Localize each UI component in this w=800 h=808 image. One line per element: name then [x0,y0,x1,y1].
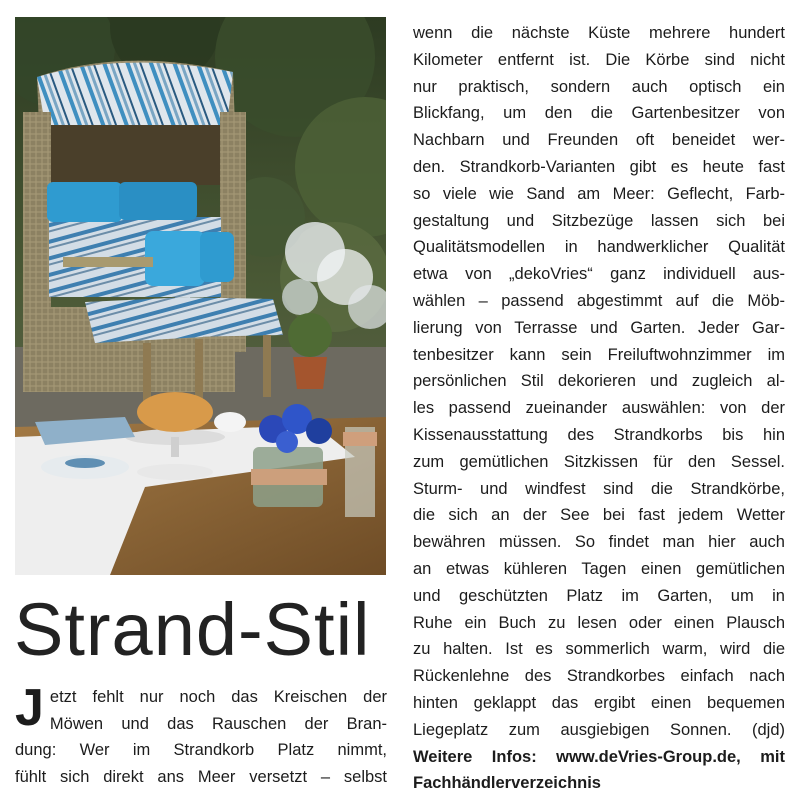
text-line: hinten geklappt das ergibt einen bequemen [413,693,785,712]
text-line: Kissenausstattung des Strandkorbs bis hin [413,425,785,444]
text-line: Sturm- und windfest sind die Strandkörbe, [413,479,785,498]
text-line: les passend zueinander auswählen: von der [413,399,785,418]
headline: Strand-Stil [14,588,371,671]
text-line: den. Strandkorb-Varianten gibt es heute fast [413,157,785,176]
text-line: etwa von „dekoVries“ ganz individuell aus- [413,265,785,284]
text-line: wenn die nächste Küste mehrere hundert [413,24,785,42]
text-line: Ruhe ein Buch zu lesen oder einen Plausch [413,613,785,632]
drop-cap: J [15,679,44,737]
article-photo [15,17,386,575]
text-line: die sich an der See bei fast jedem Wetter [413,506,785,525]
text-line: Nachbarn und Freunden oft beneidet wer- [413,131,785,150]
text-line: tenbesitzer kann sein Freiluftwohnzimmer im [413,345,785,364]
text-line: an etwas kühleren Tagen einen gemütlichen [413,559,785,578]
text-line: nur praktisch, sondern auch optisch ein [413,77,785,96]
lead-paragraph [15,679,387,790]
text-line: bewähren müssen. So findet man hier auch [413,533,785,552]
text-line: persönlichen Stil dekorieren und zugleich al- [413,372,785,391]
body-column [413,20,785,797]
text-line: Liegeplatz zum ausgiebigen Sonnen. (djd) [413,720,785,739]
info-line: Fachhändlerverzeichnis [413,774,601,793]
text-line: dung: Wer im Strandkorb Platz nimmt, [15,741,387,759]
text-line: Rückenlehne des Strandkorbes einfach nach [413,667,785,686]
text-line: Blickfang, um den die Gartenbesitzer von [413,104,785,123]
text-line: und geschützten Platz im Garten, um in [413,586,785,605]
info-line: Weitere Infos: www.deVries-Group.de, mit [413,747,785,766]
text-line: Qualitätsmodellen in handwerklicher Qualität [413,238,785,257]
text-line: gestaltung und Sitzbezüge lassen sich bei [413,211,785,230]
text-line: Kilometer entfernt ist. Die Körbe sind nicht [413,50,785,69]
text-line: zum gemütlichen Sitzkissen für den Sessel. [413,452,785,471]
text-line: fühlt sich direkt ans Meer versetzt – selbst [15,767,387,786]
text-line: zu halten. Ist es sommerlich warm, wird die [413,640,785,659]
text-line: Möwen und das Rauschen der Bran- [49,714,387,733]
text-line: so viele wie Sand am Meer: Geflecht, Farb- [413,184,785,203]
text-line: etzt fehlt nur noch das Kreischen der [49,688,387,706]
text-line: lierung von Terrasse und Garten. Jeder Gar- [413,318,785,337]
text-line: wählen – passend abgestimmt auf die Möb- [413,291,785,310]
